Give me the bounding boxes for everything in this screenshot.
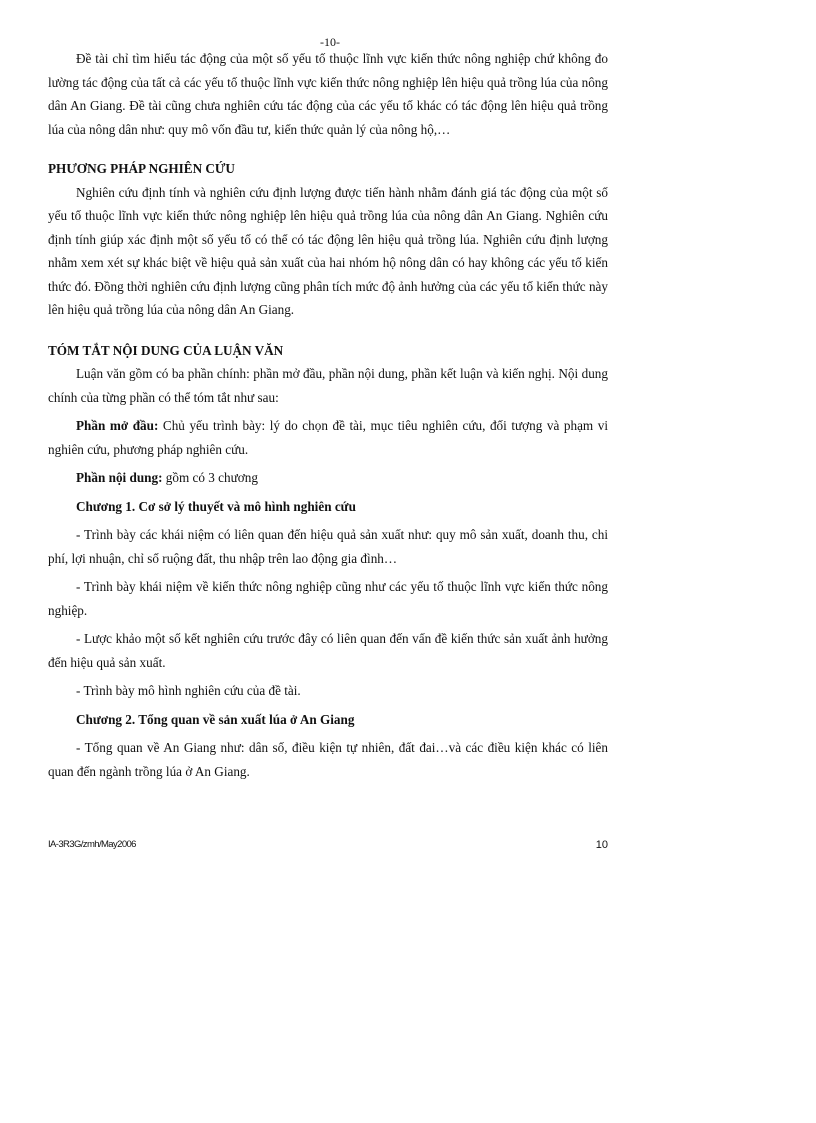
content-part-text: gồm có 3 chương <box>162 470 258 485</box>
paragraph-thesis-structure: Luận văn gồm có ba phần chính: phần mở đầu, phần nội dung, phần kết luận và kiến nghị. Nội dung chính của từng phần có thể tóm tắt như sau: <box>48 366 608 405</box>
paragraph-content-part <box>48 466 608 490</box>
introduction-part-text: Chủ yếu trình bày: lý do chọn đề tài, mục tiêu nghiên cứu, đối tượng và phạm vi nghiên cứu, phương pháp nghiên cứu. <box>48 418 608 457</box>
chapter-1-item: - Trình bày khái niệm về kiến thức nông nghiệp cũng như các yếu tố thuộc lĩnh vực kiến thức nông nghiệp. <box>48 579 608 618</box>
introduction-part-label: Phần mở đầu: <box>76 418 159 433</box>
chapter-2-item: - Tổng quan về An Giang như: dân số, điều kiện tự nhiên, đất đai…và các điều kiện khác có liên quan đến ngành trồng lúa ở An Giang. <box>48 740 608 779</box>
chapter-2-title: Chương 2. Tổng quan về sản xuất lúa ở An Giang <box>76 711 355 727</box>
paragraph-scope-limits: Đề tài chỉ tìm hiểu tác động của một số yếu tố thuộc lĩnh vực kiến thức nông nghiệp chứ không đo lường tác động của tất cả các yếu tố thuộc lĩnh vực kiến thức nông nghiệp lên hiệu quả trồng lúa của nông dân An Giang. Đề tài cũng chưa nghiên cứu tác động của các yếu tố khác có tác động lên hiệu quả trồng lúa của nông dân như: quy mô vốn đầu tư, kiến thức quản lý của nông hộ,… <box>48 51 608 137</box>
chapter-1-item: - Lược khảo một số kết nghiên cứu trước đây có liên quan đến vấn đề kiến thức sản xuất ảnh hưởng đến hiệu quả sản xuất. <box>48 631 608 670</box>
paragraph-introduction-part <box>48 414 608 461</box>
heading-research-methods: PHƯƠNG PHÁP NGHIÊN CỨU <box>48 161 235 176</box>
footer-page-number: 10 <box>595 839 608 851</box>
content-part-label: Phần nội dung: <box>76 470 163 485</box>
chapter-1-item: - Trình bày mô hình nghiên cứu của đề tài. <box>76 683 301 698</box>
page-marker: -10- <box>320 35 340 49</box>
chapter-1-title: Chương 1. Cơ sở lý thuyết và mô hình nghiên cứu <box>76 498 356 514</box>
page-content <box>48 47 608 783</box>
heading-thesis-summary: TÓM TẮT NỘI DUNG CỦA LUẬN VĂN <box>48 342 284 358</box>
paragraph-research-methods: Nghiên cứu định tính và nghiên cứu định lượng được tiến hành nhằm đánh giá tác động của một số yếu tố thuộc lĩnh vực kiến thức nông nghiệp lên hiệu quả trồng lúa của nông dân An Giang. Nghiên cứu định tính giúp xác định một số yếu tố có thể có tác động lên hiệu quả trồng lúa. Nghiên cứu định lượng nhằm xem xét sự khác biệt về hiệu quả sản xuất của hai nhóm hộ nông dân có hay không các yếu tố kiến thức đó. Đồng thời nghiên cứu định lượng cũng phân tích mức độ ảnh hưởng của các yếu tố kiến thức này lên hiệu quả trồng lúa của nông dân An Giang. <box>48 184 608 317</box>
chapter-1-item: - Trình bày các khái niệm có liên quan đến hiệu quả sản xuất như: quy mô sản xuất, doanh thu, chi phí, lợi nhuận, chỉ số ruộng đất, thu nhập trên lao động gia đình… <box>48 527 608 566</box>
footer-document-code: IA-3R3G/zmh/May2006 <box>48 839 136 850</box>
